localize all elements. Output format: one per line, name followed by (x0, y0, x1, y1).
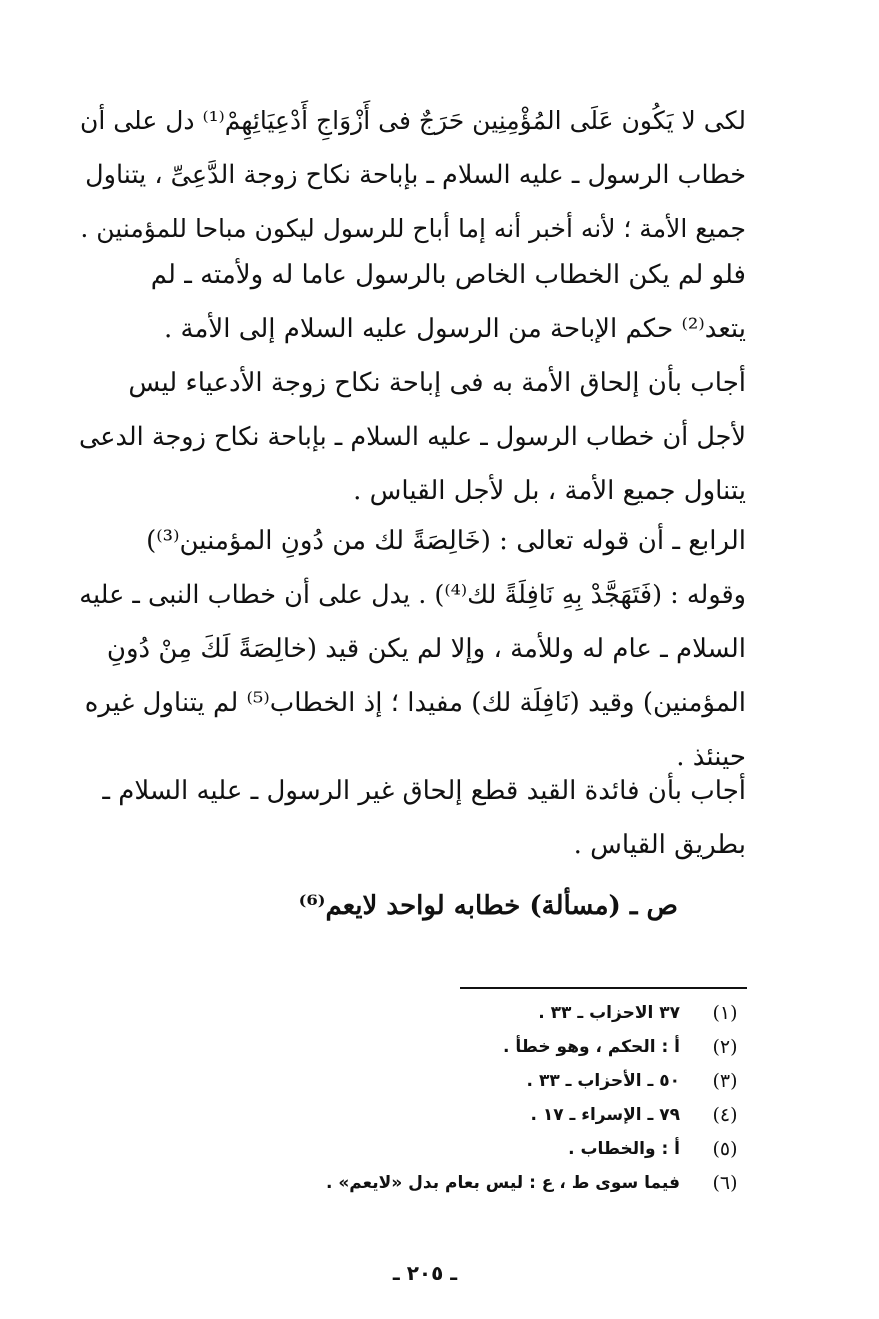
text-line: لأجل أن خطاب الرسول ـ عليه السلام ـ بإباحة نكاح زوجة الدعى (79, 422, 746, 452)
footnotes (300, 996, 752, 1200)
text-line: السلام ـ عام له وللأمة ، وإلا لم يكن قيد (خالِصَةً لَكَ مِنْ دُونِ (106, 634, 746, 664)
paragraph-3 (78, 356, 746, 518)
footnote-number: (٣) (712, 1070, 738, 1092)
footnote-text: ٧٩ ـ الإسراء ـ ١٧ . (530, 1105, 680, 1125)
text-line: الرابع ـ أن قوله تعالى : (خَالِصَةً لك من دُونِ المؤمنين⁽³⁾) (146, 526, 746, 556)
footnote-number: (٤) (712, 1104, 738, 1126)
paragraph-4 (78, 514, 746, 784)
footnote-number: (٥) (712, 1138, 738, 1160)
footnote-text: فيما سوى ط ، ع : ليس بعام بدل «لايعم» . (325, 1173, 680, 1193)
text-line: فلو لم يكن الخطاب الخاص بالرسول عاما له ولأمته ـ لم (150, 260, 746, 290)
footnote-text: ٥٠ ـ الأحزاب ـ ٣٣ . (526, 1071, 680, 1091)
footnote-text: أ : والخطاب . (568, 1139, 680, 1159)
footnote (300, 1166, 752, 1200)
footnote (300, 996, 752, 1030)
section-heading: ص ـ (مسألة) خطابه لواحد لايعم⁽⁶⁾ (298, 891, 678, 921)
text-line: يتناول جميع الأمة ، بل لأجل القياس . (353, 476, 746, 506)
footnote-number: (٢) (712, 1036, 738, 1058)
text-line: بطريق القياس . (573, 830, 746, 860)
text-line: لكى لا يَكُون عَلَى المُؤْمِنِين حَرَجٌ فى أَزْوَاجِ أَدْعِيَائِهِمْ⁽¹⁾ دل على أن (79, 106, 746, 135)
footnote-number: (٦) (712, 1172, 738, 1194)
footnote-number: (١) (712, 1002, 738, 1024)
text-line: خطاب الرسول ـ عليه السلام ـ بإباحة نكاح زوجة الدَّعِىِّ ، يتناول (85, 160, 746, 190)
text-line: وقوله : (فَتَهَجَّدْ بِهِ نَافِلَةً لك⁽⁴⁾) . يدل على أن خطاب النبى ـ عليه (79, 580, 746, 610)
footnote-text: أ : الحكم ، وهو خطأ . (503, 1037, 680, 1057)
footnote (300, 1132, 752, 1166)
page-number: ـ ٢٠٥ ـ (392, 1261, 458, 1285)
text-line: جميع الأمة ؛ لأنه أخبر أنه إما أباح للرسول ليكون مباحا للمؤمنين . (80, 214, 746, 243)
paragraph-1 (78, 94, 746, 256)
footnote-divider (460, 987, 747, 989)
footnote (300, 1098, 752, 1132)
text-line: يتعد⁽²⁾ حكم الإباحة من الرسول عليه السلام إلى الأمة . (163, 314, 746, 344)
footnote (300, 1030, 752, 1064)
text-line: المؤمنين) وقيد (نَافِلَة لك) مفيدا ؛ إذ الخطاب⁽⁵⁾ لم يتناول غيره (84, 688, 746, 718)
footnote-text: ٣٧ الاحزاب ـ ٣٣ . (538, 1003, 680, 1023)
text-line: أجاب بأن فائدة القيد قطع إلحاق غير الرسول ـ عليه السلام ـ (102, 776, 746, 806)
footnote (300, 1064, 752, 1098)
paragraph-5 (78, 764, 746, 872)
text-line: حينئذ . (676, 742, 746, 772)
text-line: أجاب بأن إلحاق الأمة به فى إباحة نكاح زوجة الأدعياء ليس (128, 368, 746, 398)
paragraph-2 (78, 248, 746, 356)
